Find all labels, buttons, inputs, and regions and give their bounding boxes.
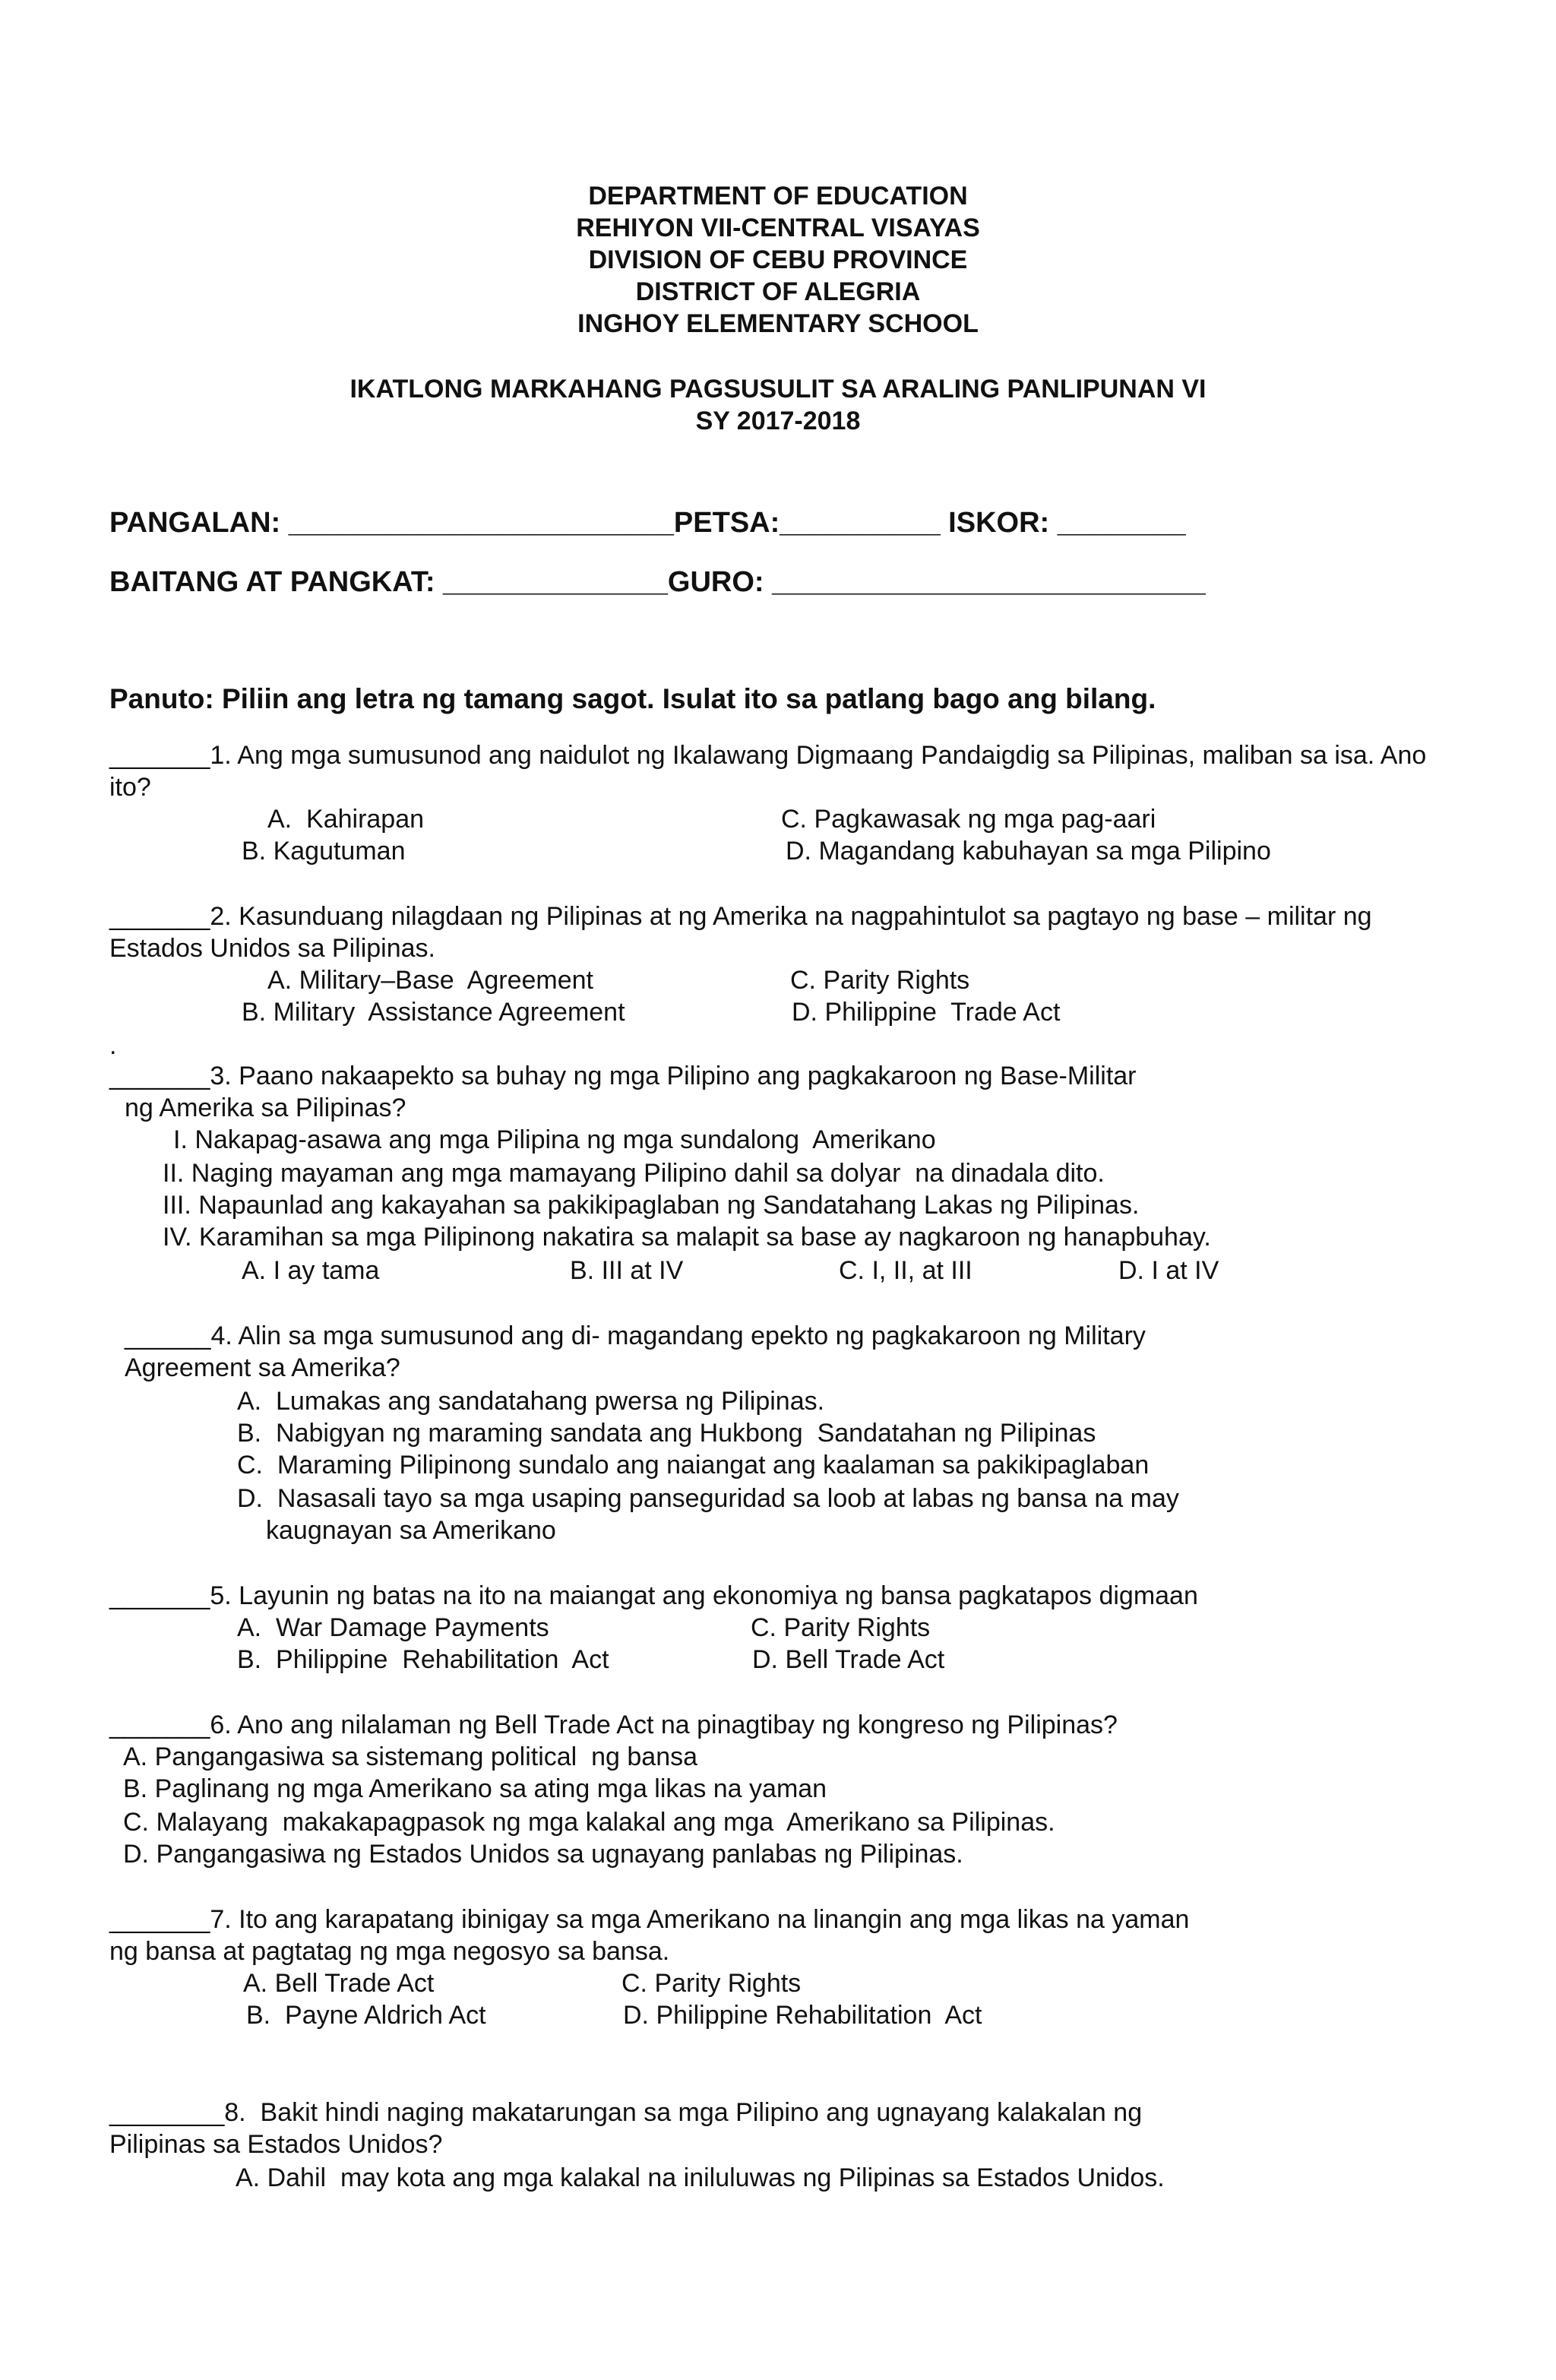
q1-stem-line1: _______1. Ang mga sumusunod ang naidulot ng Ikalawang Digmaang Pandaigdig sa Pilipinas, maliban sa isa. Ano [109,741,1427,770]
q6-option-d: D. Pangangasiwa ng Estados Unidos sa ugnayang panlabas ng Pilipinas. [123,1840,963,1869]
q6-stem: _______6. Ano ang nilalaman ng Bell Trade Act na pinagtibay ng kongreso ng Pilipinas? [109,1711,1118,1739]
q7-stem-line1: _______7. Ito ang karapatang ibinigay sa mga Amerikano na linangin ang mga likas na yaman [109,1905,1190,1934]
q8-option-a: A. Dahil may kota ang mga kalakal na iniluluwas ng Pilipinas sa Estados Unidos. [236,2163,1165,2192]
q3-statement-i: I. Nakapag-asawa ang mga Pilipina ng mga sundalong Amerikano [173,1125,936,1154]
stray-dot: . [109,1031,117,1060]
q8-stem-line2: Pilipinas sa Estados Unidos? [109,2130,443,2159]
header-division: DIVISION OF CEBU PROVINCE [588,245,968,274]
q6-option-a: A. Pangangasiwa sa sistemang political ng bansa [123,1742,698,1771]
instructions: Panuto: Piliin ang letra ng tamang sagot. Isulat ito sa patlang bago ang bilang. [109,683,1156,714]
q4-option-a: A. Lumakas ang sandatahang pwersa ng Pilipinas. [237,1387,825,1416]
q1-option-c: C. Pagkawasak ng mga pag-aari [781,805,1156,834]
q2-option-c: C. Parity Rights [790,966,970,995]
q3-option-c: C. I, II, at III [839,1256,972,1285]
q4-option-d-line2: kaugnayan sa Amerikano [266,1516,556,1545]
q5-option-a: A. War Damage Payments [237,1613,549,1642]
q5-option-c: C. Parity Rights [751,1613,931,1642]
exam-title: IKATLONG MARKAHANG PAGSUSULIT SA ARALING PANLIPUNAN VI [349,375,1207,404]
q2-stem-line1: _______2. Kasunduang nilagdaan ng Pilipinas at ng Amerika na nagpahintulot sa pagtayo ng base – militar ng [109,902,1372,931]
q7-option-a: A. Bell Trade Act [243,1969,435,1998]
q7-option-c: C. Parity Rights [621,1969,802,1998]
q3-stem-line1: _______3. Paano nakaapekto sa buhay ng mga Pilipino ang pagkakaroon ng Base-Militar [109,1062,1137,1090]
q2-option-a: A. Military–Base Agreement [267,966,593,995]
q5-option-d: D. Bell Trade Act [752,1645,945,1674]
q6-option-b: B. Paglinang ng mga Amerikano sa ating mga likas na yaman [123,1774,827,1803]
q3-stem-line2: ng Amerika sa Pilipinas? [125,1093,406,1122]
q4-option-d-line1: D. Nasasali tayo sa mga usaping panseguridad sa loob at labas ng bansa na may [237,1484,1179,1513]
q3-option-d: D. I at IV [1118,1256,1219,1285]
q4-stem-line1: ______4. Alin sa mga sumusunod ang di- magandang epekto ng pagkakaroon ng Military [125,1321,1146,1350]
header-department: DEPARTMENT OF EDUCATION [588,182,968,210]
q7-option-b: B. Payne Aldrich Act [246,2001,486,2030]
q2-stem-line2: Estados Unidos sa Pilipinas. [109,934,436,963]
q3-statement-ii: II. Naging mayaman ang mga mamayang Pilipino dahil sa dolyar na dinadala dito. [163,1159,1105,1188]
q3-option-b: B. III at IV [570,1256,684,1285]
q4-option-c: C. Maraming Pilipinong sundalo ang naiangat ang kaalaman sa pakikipaglaban [237,1451,1150,1480]
q3-statement-iv: IV. Karamihan sa mga Pilipinong nakatira sa malapit sa base ay nagkaroon ng hanapbuhay. [163,1223,1211,1252]
q1-stem-line2: ito? [109,773,151,802]
header-school: INGHOY ELEMENTARY SCHOOL [577,309,979,338]
q4-stem-line2: Agreement sa Amerika? [125,1353,400,1382]
header-region: REHIYON VII-CENTRAL VISAYAS [576,214,980,242]
school-year: SY 2017-2018 [695,407,861,435]
header-district: DISTRICT OF ALEGRIA [635,277,921,306]
q2-option-d: D. Philippine Trade Act [792,998,1061,1027]
q8-stem-line1: ________8. Bakit hindi naging makatarungan sa mga Pilipino ang ugnayang kalakalan ng [109,2098,1143,2127]
q7-stem-line2: ng bansa at pagtatag ng mga negosyo sa bansa. [109,1937,670,1966]
q1-option-b: B. Kagutuman [242,837,406,866]
q5-stem: _______5. Layunin ng batas na ito na maiangat ang ekonomiya ng bansa pagkatapos digmaan [109,1581,1198,1610]
q2-option-b: B. Military Assistance Agreement [242,998,625,1027]
name-date-score-line: PANGALAN: ________________________PETSA:__________ ISKOR: ________ [109,507,1186,539]
q6-option-c: C. Malayang makakapagpasok ng mga kalakal ang mga Amerikano sa Pilipinas. [123,1808,1055,1837]
q1-option-d: D. Magandang kabuhayan sa mga Pilipino [786,837,1271,866]
q1-option-a: A. Kahirapan [267,805,425,834]
q4-option-b: B. Nabigyan ng maraming sandata ang Hukbong Sandatahan ng Pilipinas [237,1419,1096,1448]
grade-teacher-line: BAITANG AT PANGKAT: ______________GURO: ___________________________ [109,566,1206,598]
q5-option-b: B. Philippine Rehabilitation Act [237,1645,609,1674]
q7-option-d: D. Philippine Rehabilitation Act [623,2001,982,2030]
q3-statement-iii: III. Napaunlad ang kakayahan sa pakikipaglaban ng Sandatahang Lakas ng Pilipinas. [163,1191,1140,1220]
q3-option-a: A. I ay tama [242,1256,380,1285]
